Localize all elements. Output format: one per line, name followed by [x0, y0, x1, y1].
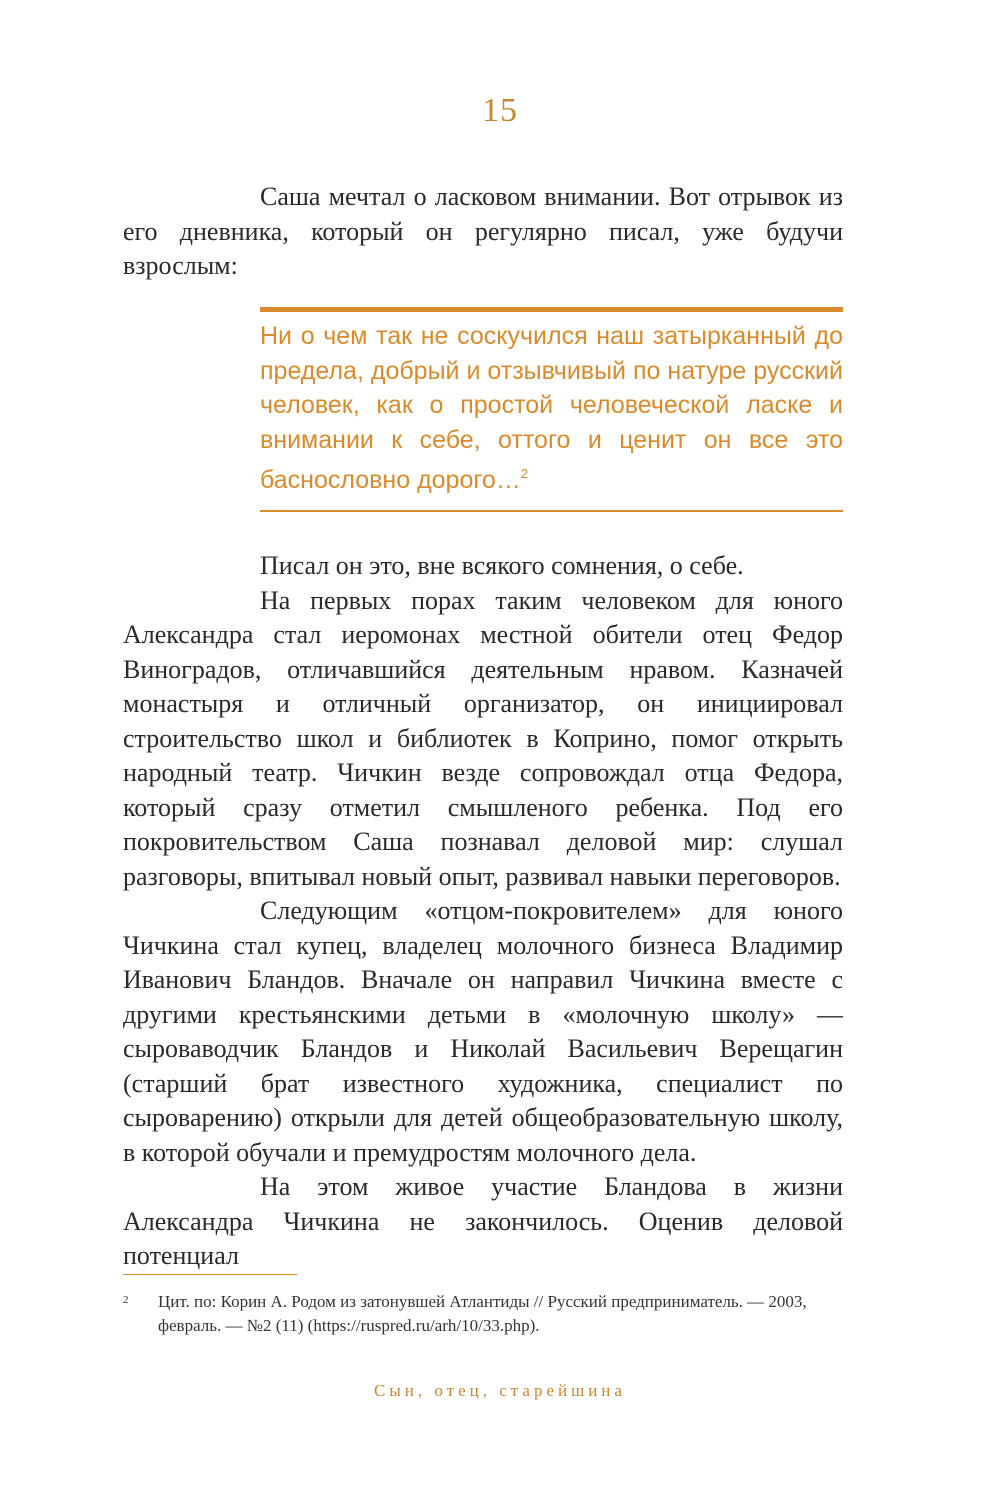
footnote [123, 1290, 843, 1338]
footnote-divider [123, 1274, 297, 1275]
page-number: 15 [482, 92, 518, 129]
footnote-text: Цит. по: Корин А. Родом из затонувшей Атлантиды // Русский предприниматель. — 2003, февраль. — №2 (11) (https://ruspred.ru/arh/10/33.php). [158, 1292, 807, 1335]
quote-block [260, 307, 843, 512]
paragraph: Следующим «отцом-покровителем» для юного Чичкина стал купец, владелец молочного бизнеса Владимир Иванович Бландов. Вначале он направил Чичкина вместе с другими крестьянскими детьми в «молочную школу» — сыроваводчик Бландов и Николай Васильевич Верещагин (старший брат известного художника, специалист по сыроварению) открыли для детей общеобразовательную школу, в которой обучали и премудростям молочного дела. [123, 896, 843, 1167]
paragraph: Писал он это, вне всякого сомнения, о себе. [260, 551, 744, 580]
quote-footnote-ref: 2 [520, 466, 529, 481]
quote-paragraph [260, 319, 843, 498]
intro-text [123, 180, 843, 284]
intro-paragraph: Саша мечтал о ласковом внимании. Вот отрывок из его дневника, который он регулярно писал, уже будучи взрослым: [123, 182, 843, 280]
quote-text: Ни о чем так не соскучился наш затырканный до предела, добрый и отзывчивый по натуре русский человек, как о простой человеческой ласке и внимании к себе, оттого и ценит он все это баснословно дорого… [260, 322, 843, 494]
main-text [123, 549, 843, 1274]
footnote-number: 2 [123, 1294, 129, 1306]
paragraph: На этом живое участие Бландова в жизни Александра Чичкина не закончилось. Оценив деловой потенциал [123, 1172, 843, 1270]
paragraph: На первых порах таким человеком для юного Александра стал иеромонах местной обители отец Федор Виноградов, отличавшийся деятельным нравом. Казначей монастыря и отличный организатор, он инициировал строительство школ и библиотек в Коприно, помог открыть народный театр. Чичкин везде сопровождал отца Федора, который сразу отметил смышленого ребенка. Под его покровительством Саша познавал деловой мир: слушал разговоры, впитывал новый опыт, развивал навыки переговоров. [123, 585, 843, 891]
running-footer: Сын, отец, старейшина [374, 1381, 626, 1400]
